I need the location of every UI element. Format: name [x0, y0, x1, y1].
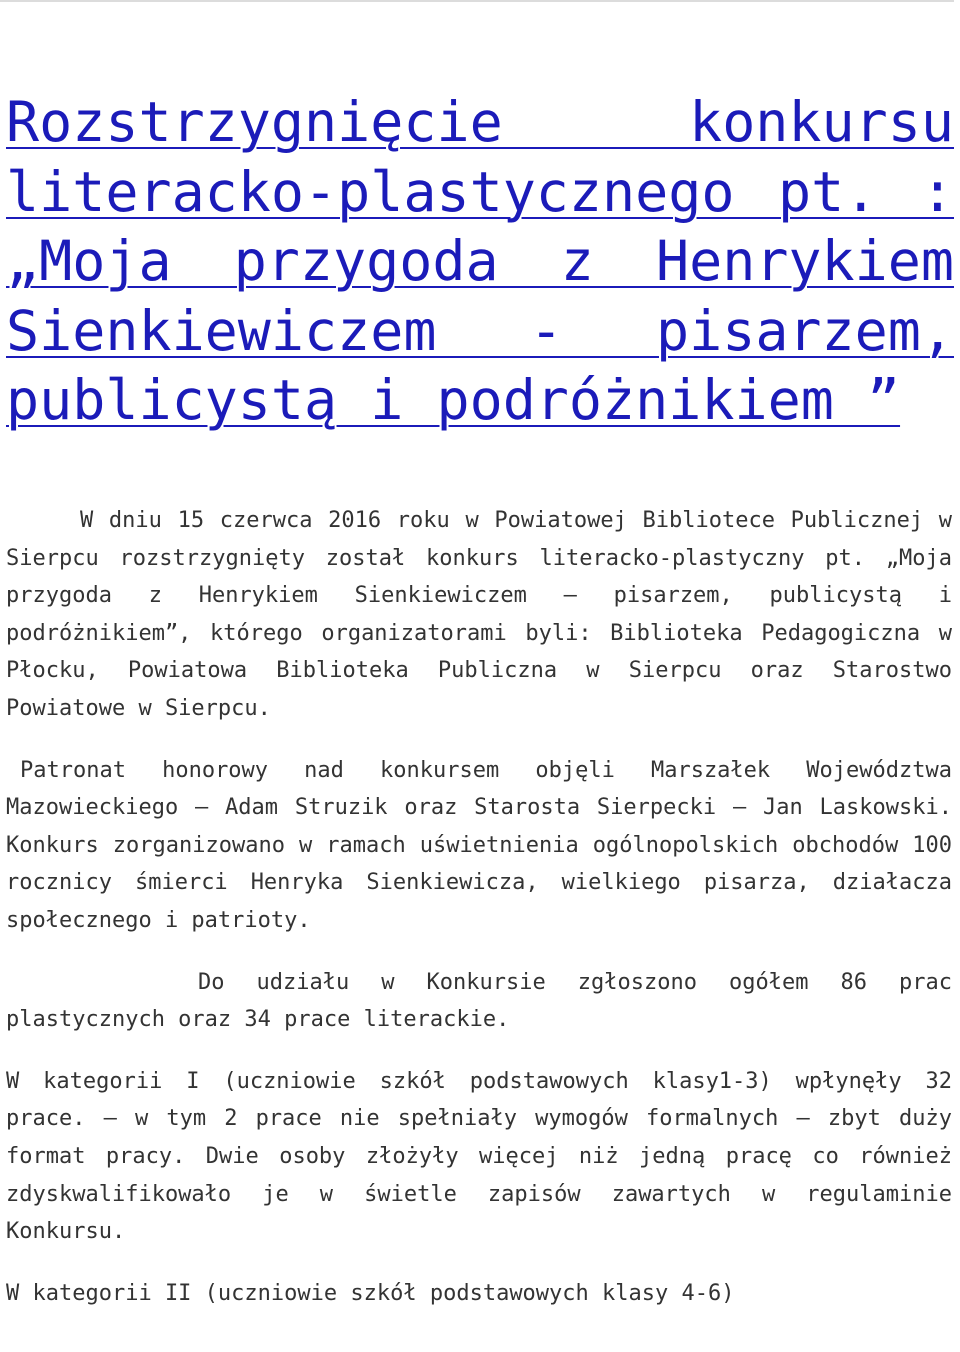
paragraph-category-2: W kategorii II (uczniowie szkół podstawowych klasy 4-6): [6, 1280, 735, 1306]
paragraph-patronage: Patronat honorowy nad konkursem objęli Marszałek Województwa Mazowieckiego – Adam Struzik oraz Starosta Sierpecki – Jan Laskowski. Konkurs zorganizowano w ramach uświetnienia ogólnopolskich obchodów 100 rocznicy śmierci Henryka Sienkiewicza, wielkiego pisarza, działacza społecznego i patrioty.: [6, 757, 952, 933]
article-body: [6, 502, 952, 1312]
article-title: [6, 88, 954, 436]
top-divider: [0, 0, 954, 2]
paragraph-category-1: W kategorii I (uczniowie szkół podstawowych klasy1-3) wpłynęły 32 prace. – w tym 2 prace nie spełniały wymogów formalnych – zbyt duży format pracy. Dwie osoby złożyły więcej niż jedną pracę co również zdyskwalifikowało je w świetle zapisów zawartych w regulaminie Konkursu.: [6, 1068, 952, 1245]
article-title-link[interactable]: Rozstrzygnięcie konkursu literacko-plastycznego pt. : „Moja przygoda z Henrykiem Sienkiewiczem - pisarzem, publicystą i podróżnikiem ”: [6, 90, 954, 432]
paragraph-intro: W dniu 15 czerwca 2016 roku w Powiatowej Bibliotece Publicznej w Sierpcu rozstrzygnięty został konkurs literacko-plastyczny pt. „Moja przygoda z Henrykiem Sienkiewiczem – pisarzem, publicystą i podróżnikiem”, którego organizatorami byli: Biblioteka Pedagogiczna w Płocku, Powiatowa Biblioteka Publiczna w Sierpcu oraz Starostwo Powiatowe w Sierpcu.: [6, 508, 952, 721]
paragraph-submissions: Do udziału w Konkursie zgłoszono ogółem 86 prac plastycznych oraz 34 prace literackie.: [6, 969, 952, 1033]
